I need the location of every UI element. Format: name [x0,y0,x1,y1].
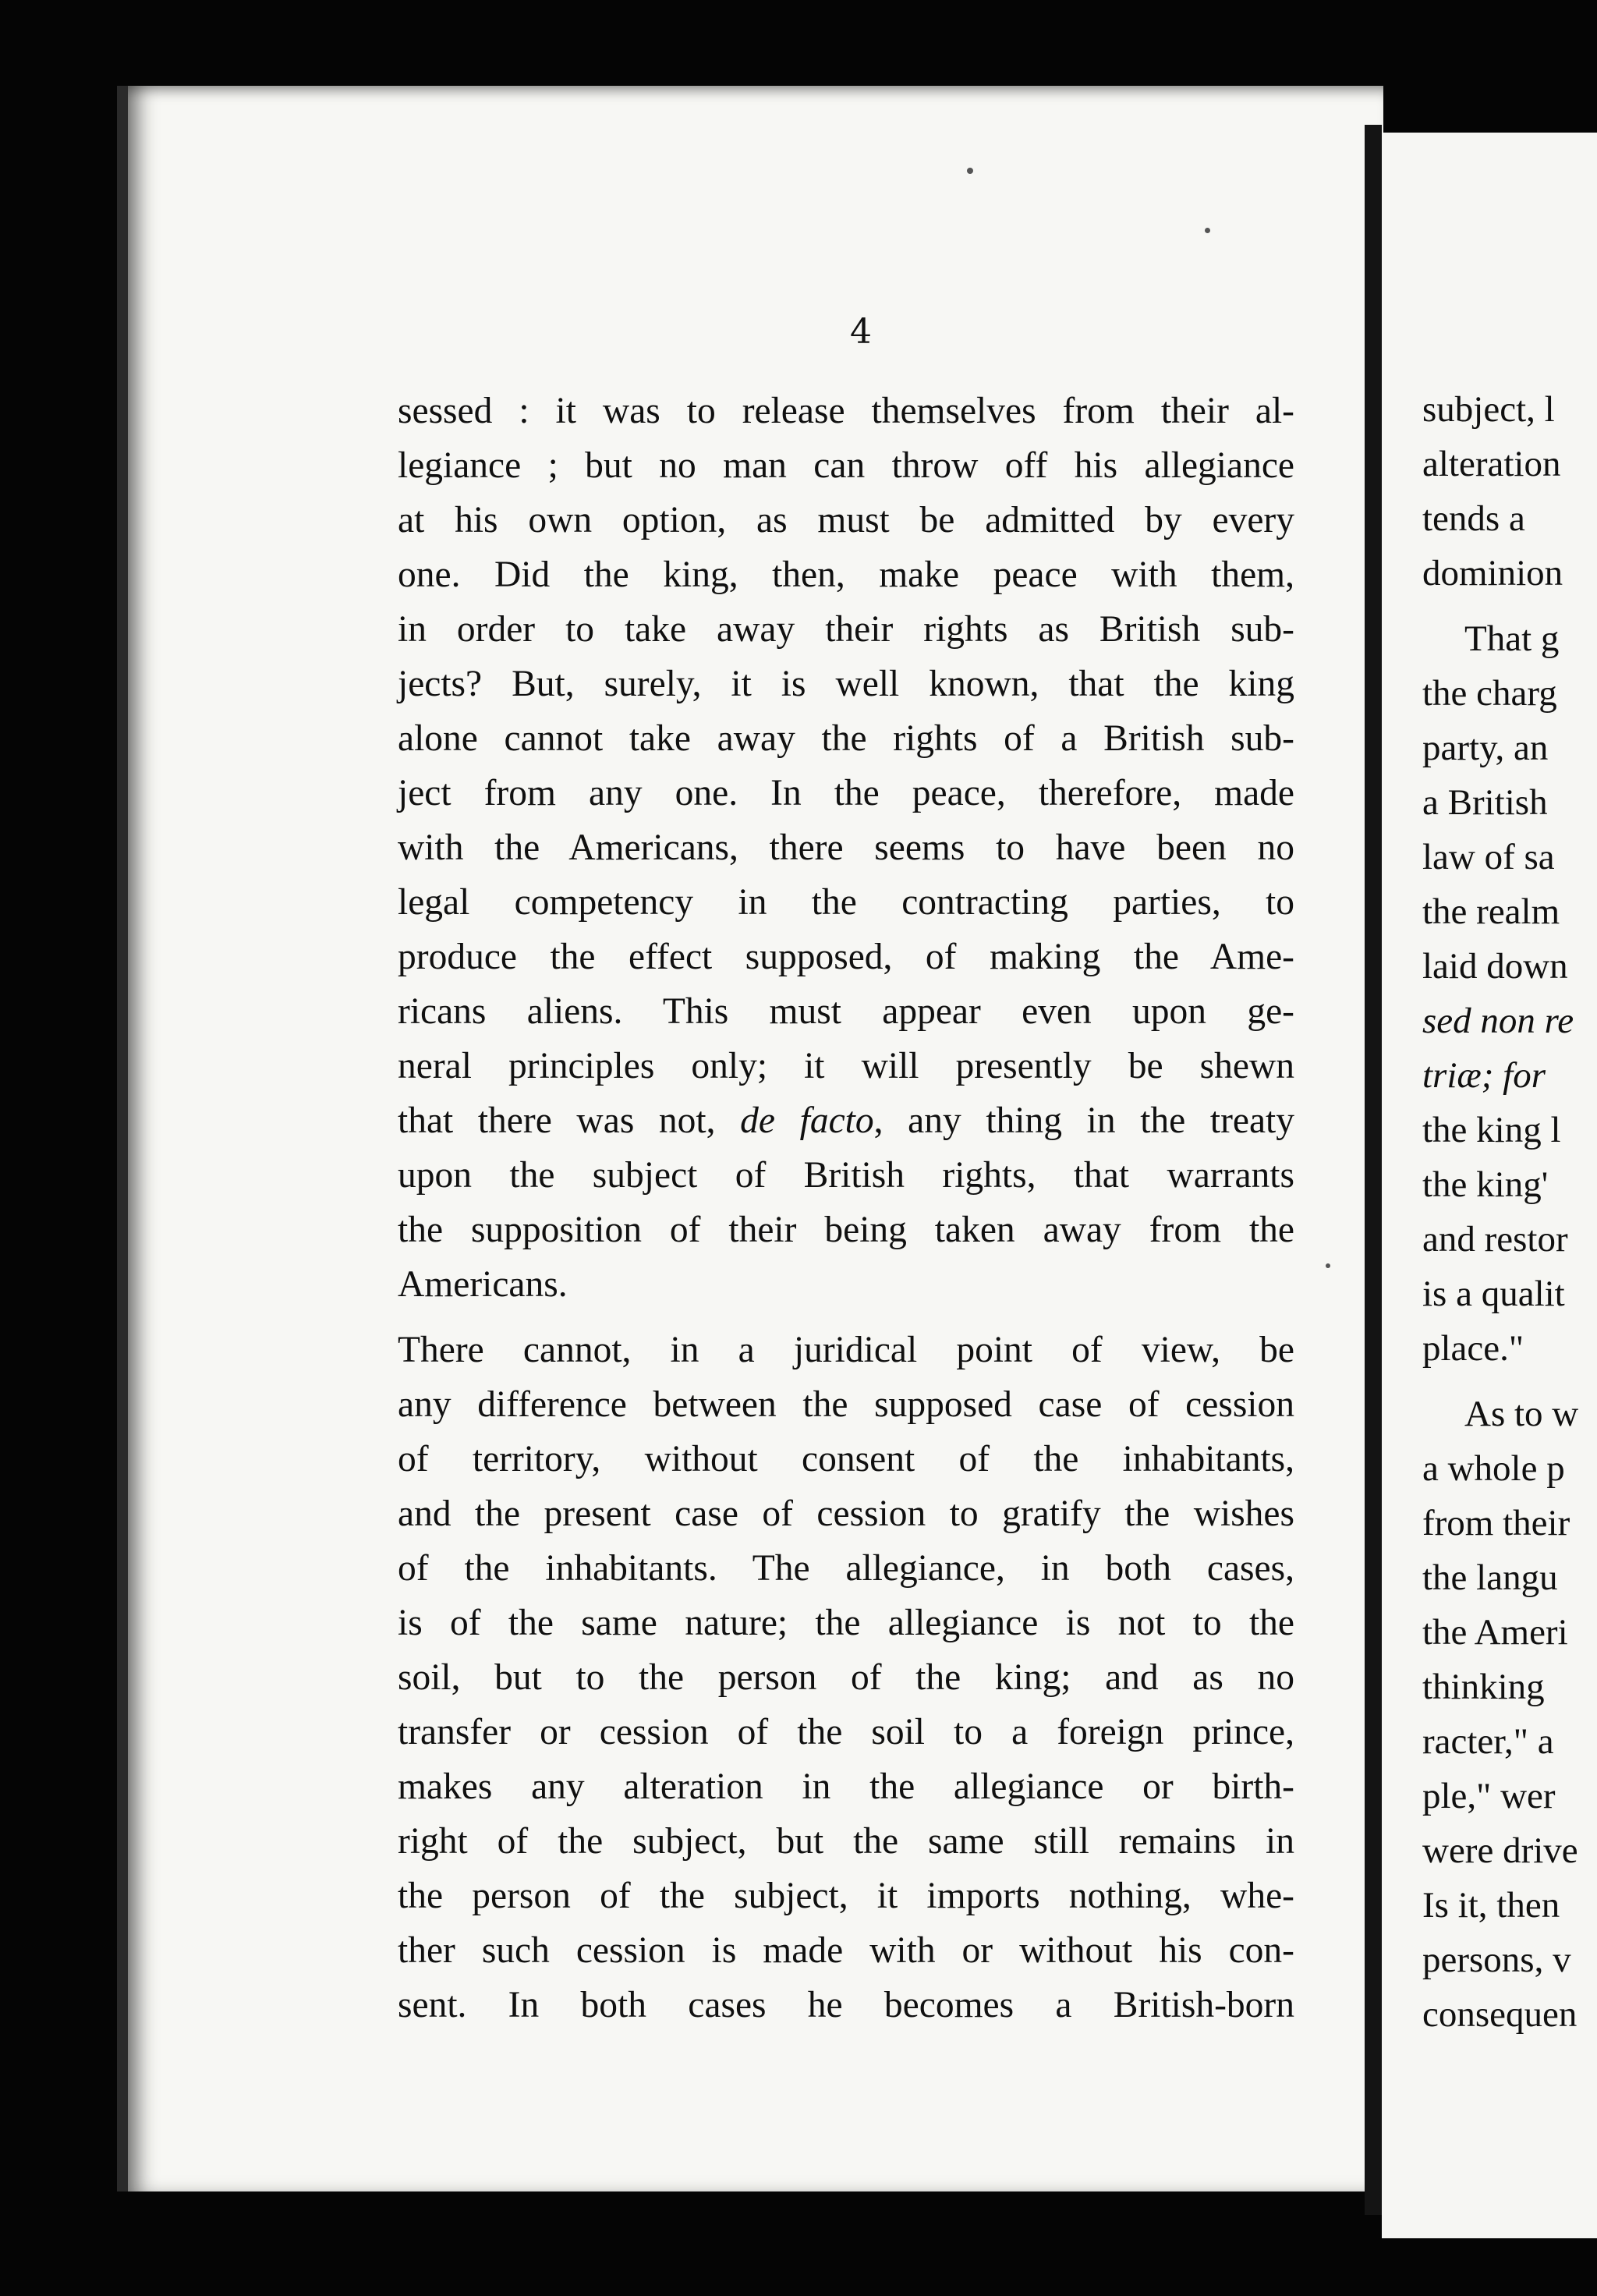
text-line: any difference between the supposed case of cession [398,1384,1294,1425]
text-line: one. Did the king, then, make peace with them, [398,555,1294,595]
text-line: is of the same nature; the allegiance is not to the [398,1603,1294,1643]
text-line: soil, but to the person of the king; and as no [398,1657,1294,1698]
text-line: the langu [1422,1557,1558,1598]
text-line: that there was not, de facto, any thing in the treaty [398,1100,1294,1141]
text-line: There cannot, in a juridical point of view, be [398,1330,1294,1370]
text-line: of the inhabitants. The allegiance, in both cases, [398,1548,1294,1589]
text-line: Is it, then [1422,1885,1560,1926]
text-line: with the Americans, there seems to have been no [398,827,1294,868]
text-line: were drive [1422,1830,1578,1871]
text-line: alteration [1422,444,1561,484]
text-line: from their [1422,1503,1570,1543]
text-line: the Ameri [1422,1612,1568,1653]
text-line: jects? But, surely, it is well known, that the king [398,664,1294,704]
text-line: racter," a [1422,1721,1554,1762]
page-number: 4 [850,312,872,352]
text-line: dominion [1422,553,1563,593]
text-line: legiance ; but no man can throw off his allegiance [398,445,1294,486]
text-line: the king' [1422,1164,1549,1205]
text-line: and the present case of cession to gratify the wishes [398,1493,1294,1534]
text-line: alone cannot take away the rights of a British sub- [398,718,1294,759]
text-line: tends a [1422,498,1525,539]
text-line: upon the subject of British rights, that warrants [398,1155,1294,1196]
text-line: legal competency in the contracting parties, to [398,882,1294,923]
text-line: party, an [1422,728,1549,768]
text-line: in order to take away their rights as British sub- [398,609,1294,650]
ink-speck [1205,228,1210,233]
text-line: law of sa [1422,837,1555,877]
text-line: Americans. [398,1264,568,1305]
ink-speck [1326,1263,1330,1268]
right-page-text [1422,382,1597,2042]
text-line: the realm [1422,891,1560,932]
text-line: produce the effect supposed, of making the Ame- [398,937,1294,977]
text-line: place." [1422,1328,1524,1369]
text-line: laid down [1422,946,1568,987]
ink-speck [967,168,973,174]
text-line: subject, l [1422,389,1555,430]
text-line: sent. In both cases he becomes a British-born [398,1985,1294,2025]
text-line: ricans aliens. This must appear even upon ge- [398,991,1294,1032]
text-line: As to w [1464,1394,1579,1434]
text-line: the charg [1422,673,1557,714]
text-line: That g [1464,618,1560,659]
text-line: is a qualit [1422,1274,1565,1314]
text-line: the supposition of their being taken away from the [398,1210,1294,1250]
text-line: triæ; for [1422,1055,1546,1096]
text-line: consequen [1422,1994,1578,2035]
text-line: thinking [1422,1667,1545,1707]
text-line: of territory, without consent of the inhabitants, [398,1439,1294,1479]
text-line: right of the subject, but the same still remains in [398,1821,1294,1862]
text-line: ther such cession is made with or without his con- [398,1930,1294,1971]
text-line: ple," wer [1422,1776,1556,1816]
text-line: transfer or cession of the soil to a foreign prince, [398,1712,1294,1752]
text-line: ject from any one. In the peace, therefore, made [398,773,1294,813]
book-gutter [1365,125,1382,2215]
text-line: the person of the subject, it imports nothing, whe- [398,1876,1294,1916]
text-line: a whole p [1422,1448,1565,1489]
text-line: neral principles only; it will presently be shewn [398,1046,1294,1086]
text-line: the king l [1422,1110,1561,1150]
text-line: makes any alteration in the allegiance or birth- [398,1766,1294,1807]
text-line: at his own option, as must be admitted by every [398,500,1294,540]
text-line: a British [1422,782,1548,823]
text-line: sed non re [1422,1001,1574,1041]
text-line: and restor [1422,1219,1568,1260]
text-line: persons, v [1422,1940,1571,1980]
text-line: sessed : it was to release themselves from their al- [398,391,1294,431]
right-page [1382,133,1597,2238]
left-page-text [398,384,1294,2032]
